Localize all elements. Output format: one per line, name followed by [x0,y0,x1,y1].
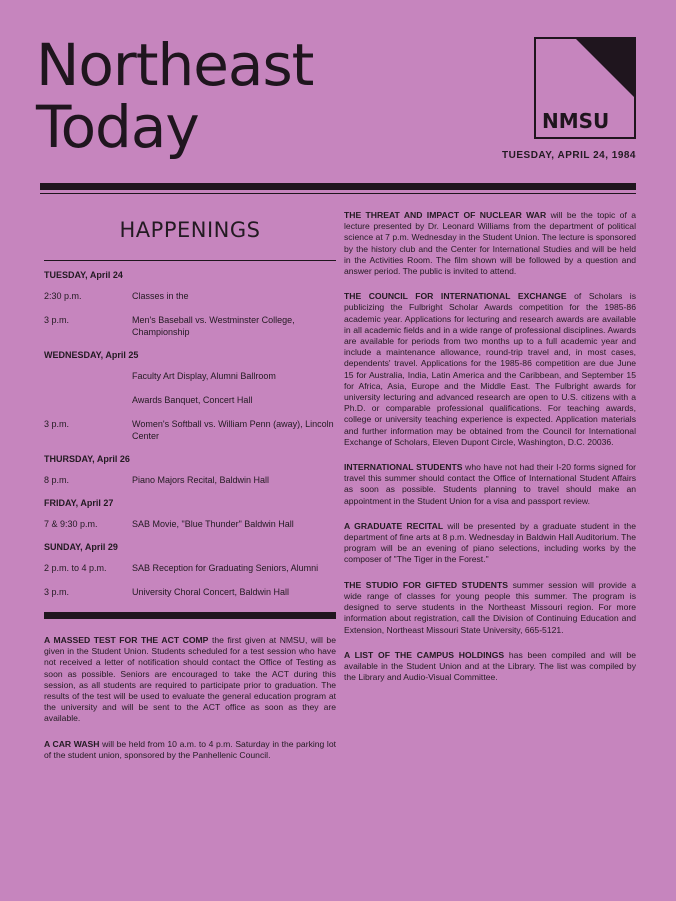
event-description: Women's Softball vs. William Penn (away), Lincoln Center [132,419,334,441]
event-time: 3 p.m. [44,419,70,429]
event-description: Faculty Art Display, Alumni Ballroom [132,371,276,381]
news-item-body: who have not had their I-20 forms signed for travel this summer should contact the Office of International Student Affairs as soon as possible. Students planning to travel should make an appointment in the Student Union for a visa and passport review. [344,462,636,506]
news-item-body: has been compiled and will be available in the Student Union and at the Library. The list was compiled by the Library and Audio-Visual Committee. [344,649,636,683]
news-item-body: summer session will provide a wide range of classes for young people this summer. The program is designed to serve students in the Northeast Missouri region. For more information about registration, call the Division of Continuing Education and Extension, Northeast Missouri State University, 665-5121. [344,579,637,635]
schedule-day-heading: WEDNESDAY, April 25 [44,350,139,360]
right-stories [344,210,636,683]
event-time [44,394,132,406]
news-item [344,521,636,566]
happenings-title: HAPPENINGS [119,218,261,242]
event-description: University Choral Concert, Baldwin Hall [132,587,290,597]
masthead-title [36,31,314,161]
news-item-body: will be the topic of a lecture presented by Dr. Leonard Williams from the department of political science at 7 p.m. Wednesday in the Student Union. The lecture is sponsored by the history club and the Center for International Studies and will be held in the Activities Room. The film shown will be followed by a question and answer period. The public is invited to attend. [344,210,636,277]
news-item [344,580,636,636]
schedule-bottom-rule [44,612,336,619]
news-item-body: of Scholars is publicizing the Fulbright Scholar Awards competition for the 1985-86 academic year. Applications for lecturing and research awards are available in all academic fields and in a wide range of professional disciplines. Awards are available for periods from two months up to a full academic year and include a maintenance allowance, round-trip travel and, in most cases, dependents' travel. Applications for the 1985-86 competition are due June 15 for Australia, India, Latin America and the Caribbean, and September 15 for Africa, Asia, Europe and the Middle East. The Fulbright awards for university lecturing and advanced research are open to U.S. citizens with a Ph.D. or comparable professional qualifications. For teaching awards, college or university teaching experience is expected. Application materials and further information may be obtained from the Council for International Exchange of Scholars, Eleven Dupont Circle, Washington, D.C. 20036. [344,291,636,447]
masthead-title-line1: Northeast [36,31,314,99]
news-item [344,650,636,684]
event-description: Piano Majors Recital, Baldwin Hall [132,475,270,485]
event-description: Men's Baseball vs. Westminster College, Championship [132,315,295,337]
news-item-body: will be held from 10 a.m. to 4 p.m. Saturday in the parking lot of the student union, sponsored by the Panhellenic Council. [44,738,337,760]
schedule-event [44,518,336,530]
news-item [344,210,636,277]
schedule-event [44,562,336,574]
left-column [44,200,336,775]
event-time: 2 p.m. to 4 p.m. [44,563,107,573]
event-description: SAB Movie, "Blue Thunder" Baldwin Hall [132,519,294,529]
schedule-event [44,290,336,302]
happenings-schedule [44,270,336,598]
masthead-rule-thin [40,193,636,194]
news-item [344,462,636,507]
schedule-event [44,314,336,338]
schedule-event [44,394,336,406]
news-item-lead: A CAR WASH [44,738,100,749]
news-item-lead: A LIST OF THE CAMPUS HOLDINGS [344,649,505,660]
news-item-body: the first given at NMSU, will be given in the Student Union. Students scheduled for a test session who have not received a letter of notification should contact the Office of Testing as soon as possible. Seniors are encouraged to take the ACT during this session, as all students are required to participate prior to graduation. The results of the test will be used to evaluate the general education program at the university and will be sent to the ACT office as soon as they are available. [44,635,336,724]
schedule-event [44,418,336,442]
masthead-rule [40,183,636,190]
news-item-lead: THE STUDIO FOR GIFTED STUDENTS [344,579,508,590]
schedule-event [44,370,336,382]
event-description: Awards Banquet, Concert Hall [132,395,253,405]
news-item [344,291,636,448]
news-item-body: will be presented by a graduate student in the department of fine arts at 8 p.m. Wednesday in Baldwin Hall Auditorium. The program will be an evening of piano selections, including works by the composer of "The Tiger in the Forest." [344,520,636,565]
logo-text: NMSU [542,109,610,133]
news-item-lead: A MASSED TEST FOR THE ACT COMP [44,635,209,645]
schedule-day-heading: THURSDAY, April 26 [44,454,130,464]
event-time: 7 & 9:30 p.m. [44,519,98,529]
news-item-lead: INTERNATIONAL STUDENTS [344,462,463,473]
right-column [344,210,636,697]
event-time: 3 p.m. [44,587,70,597]
schedule-event [44,586,336,598]
news-item-lead: A GRADUATE RECITAL [344,520,444,531]
event-description: Classes in the [132,291,189,301]
issue-date: TUESDAY, APRIL 24, 1984 [502,150,636,161]
news-item-lead: THE COUNCIL FOR INTERNATIONAL EXCHANGE [344,291,567,302]
schedule-day-heading: FRIDAY, April 27 [44,498,114,508]
schedule-rule [44,260,336,261]
schedule-event [44,474,336,486]
event-time: 2:30 p.m. [44,291,82,301]
event-time: 8 p.m. [44,475,70,485]
event-description: SAB Reception for Graduating Seniors, Alumni [132,563,319,573]
event-time [44,370,132,382]
schedule-day-heading: SUNDAY, April 29 [44,542,118,552]
schedule-day-heading: TUESDAY, April 24 [44,270,123,280]
news-item-lead: THE THREAT AND IMPACT OF NUCLEAR WAR [344,210,547,220]
news-item [44,635,336,725]
news-item [44,739,336,761]
nmsu-logo [534,37,636,139]
masthead-title-line2: Today [36,93,199,161]
event-time: 3 p.m. [44,315,70,325]
left-stories [44,635,336,761]
